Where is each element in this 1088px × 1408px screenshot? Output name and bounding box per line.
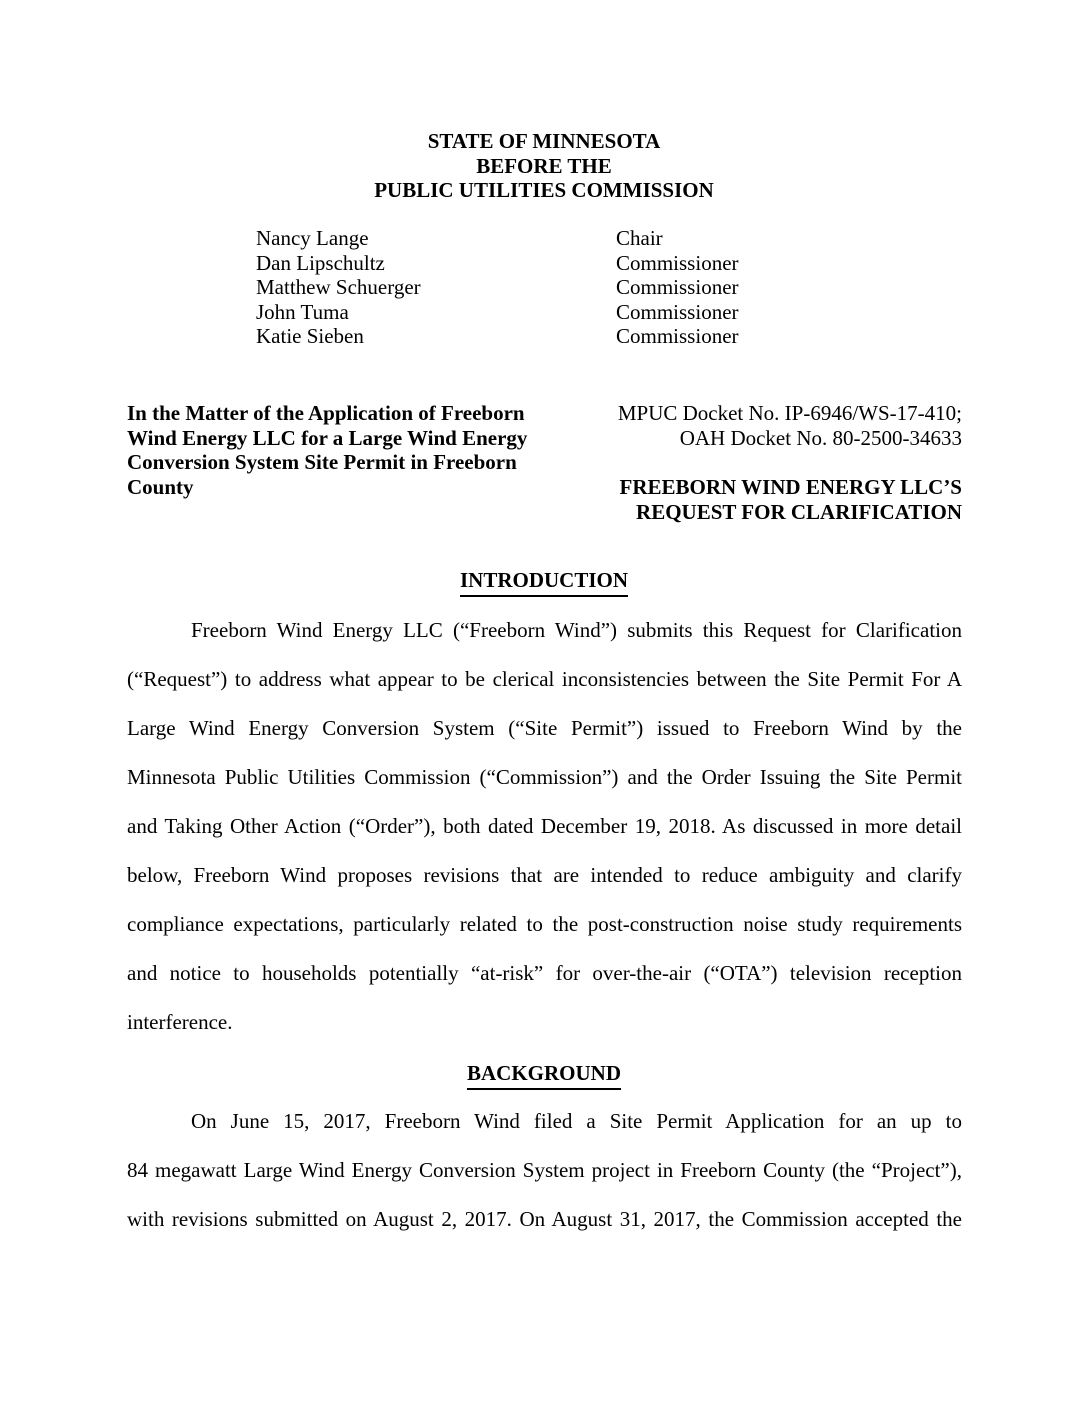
caption-spacer (532, 450, 962, 475)
caption-matter-line: In the Matter of the Application of Freeborn (127, 401, 525, 425)
commissioner-row (256, 275, 816, 300)
commissioner-row (256, 226, 816, 251)
commissioners-list (256, 226, 816, 349)
filing-title-line: REQUEST FOR CLARIFICATION (636, 499, 962, 524)
commissioner-row (256, 300, 816, 325)
commissioner-name: Dan Lipschultz (256, 250, 385, 275)
background-heading-text: BACKGROUND (467, 1061, 621, 1090)
commissioner-row (256, 324, 816, 349)
docket-line: OAH Docket No. 80-2500-34633 (679, 425, 962, 450)
paragraph-line: and Taking Other Action (“Order”), both dated December 19, 2018. As discussed in more detail (127, 814, 962, 838)
docket-numbers (532, 401, 962, 450)
header-line: PUBLIC UTILITIES COMMISSION (374, 178, 714, 202)
docket-line: MPUC Docket No. IP-6946/WS-17-410; (617, 401, 962, 425)
background-paragraph (127, 1097, 962, 1244)
caption-matter-block (127, 401, 557, 499)
header-line: BEFORE THE (476, 153, 612, 178)
paragraph-line: Freeborn Wind Energy LLC (“Freeborn Wind”) submits this Request for Clarification (191, 618, 962, 642)
filing-title (532, 475, 962, 524)
caption-right-block (532, 401, 962, 524)
header-line: STATE OF MINNESOTA (427, 129, 661, 153)
introduction-heading-text: INTRODUCTION (460, 568, 628, 597)
paragraph-line: with revisions submitted on August 2, 2017. On August 31, 2017, the Commission accepted the (127, 1207, 962, 1231)
commissioner-title: Chair (616, 226, 663, 250)
paragraph-line: and notice to households potentially “at-risk” for over-the-air (“OTA”) television reception (127, 961, 962, 985)
caption-matter-line: Wind Energy LLC for a Large Wind Energy (127, 425, 528, 450)
commissioner-name: Nancy Lange (256, 226, 369, 250)
caption-matter-line: County (127, 474, 194, 499)
paragraph-line: On June 15, 2017, Freeborn Wind filed a Site Permit Application for an up to (191, 1109, 962, 1133)
filing-title-line: FREEBORN WIND ENERGY LLC’S (619, 475, 962, 500)
commissioner-title: Commissioner (616, 324, 739, 349)
paragraph-line: 84 megawatt Large Wind Energy Conversion System project in Freeborn County (the “Project”), (127, 1158, 962, 1182)
paragraph-line: compliance expectations, particularly related to the post-construction noise study requirements (127, 912, 962, 936)
court-header (0, 129, 1088, 203)
paragraph-line: (“Request”) to address what appear to be clerical inconsistencies between the Site Permit For A (127, 667, 962, 691)
commissioner-name: John Tuma (256, 299, 349, 324)
caption-matter-line: Conversion System Site Permit in Freeborn (127, 450, 517, 475)
commissioner-title: Commissioner (616, 250, 739, 275)
commissioner-title: Commissioner (616, 299, 739, 324)
paragraph-line: Large Wind Energy Conversion System (“Site Permit”) issued to Freeborn Wind by the (127, 716, 962, 740)
commissioner-name: Katie Sieben (256, 324, 364, 349)
commissioner-title: Commissioner (616, 275, 739, 300)
commissioner-name: Matthew Schuerger (256, 275, 421, 300)
paragraph-line: below, Freeborn Wind proposes revisions that are intended to reduce ambiguity and clarify (127, 863, 962, 887)
introduction-heading (0, 568, 1088, 597)
paragraph-line: interference. (127, 1010, 233, 1034)
commissioner-row (256, 251, 816, 276)
background-heading (0, 1061, 1088, 1090)
introduction-paragraph (127, 606, 962, 1047)
paragraph-line: Minnesota Public Utilities Commission (“Commission”) and the Order Issuing the Site Permit (127, 765, 962, 789)
